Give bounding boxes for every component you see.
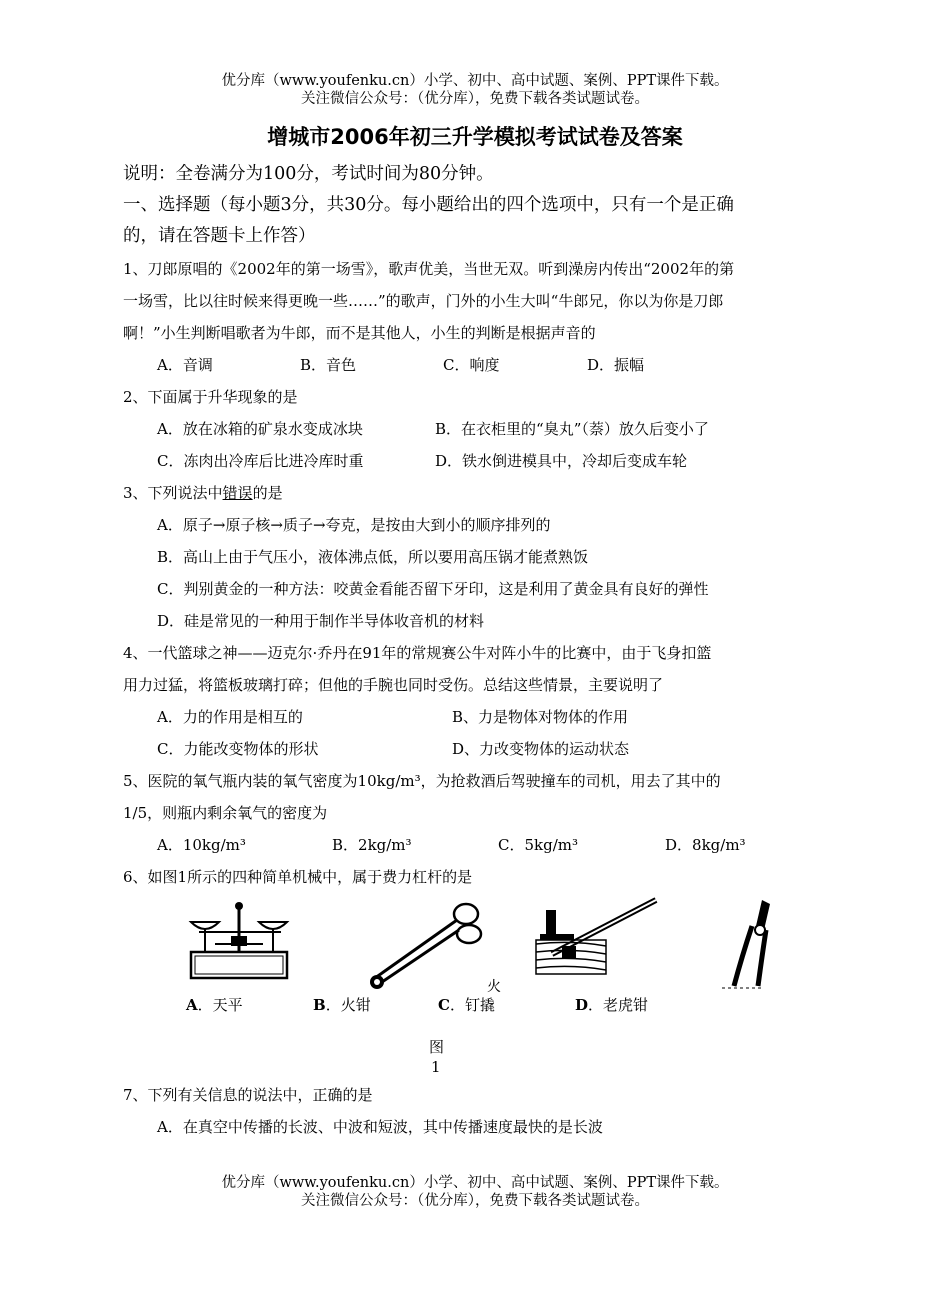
figure-label-c-letter: C [438,996,450,1014]
figure-label-d [575,994,648,1015]
q4-option-a: A．力的作用是相互的 [157,708,303,726]
q5-line-2: 1/5，则瓶内剩余氧气的密度为 [123,804,328,822]
q1-option-d: D．振幅 [587,356,645,374]
figure-caption-2: 1 [431,1058,441,1076]
q2-option-a: A．放在冰箱的矿泉水变成冰块 [157,420,363,438]
figure-label-c-text: ．钉撬 [449,996,495,1014]
figure-label-c [438,994,495,1015]
figure-label-a-letter: A [186,996,198,1014]
q3-option-b: B．高山上由于气压小，液体沸点低，所以要用高压锅才能煮熟饭 [157,548,589,566]
figure-label-d-letter: D [575,996,589,1014]
q5-line-1: 5、医院的氧气瓶内装的氧气密度为10kg/m³，为抢救酒后驾驶撞车的司机，用去了其中的 [123,772,721,790]
q7-option-a: A．在真空中传播的长波、中波和短波，其中传播速度最快的是长波 [157,1118,603,1136]
q1-line-1: 1、刀郎原唱的《2002年的第一场雪》，歌声优美，当世无双。听到澡房内传出“2002年的第 [123,260,735,278]
figure-label-b-letter: B [313,996,326,1014]
q4-line-2: 用力过猛，将篮板玻璃打碎；但他的手腕也同时受伤。总结这些情景，主要说明了 [123,676,664,694]
q3-stem-suffix: 的是 [252,484,283,502]
pliers-figure [722,896,802,992]
q2-option-b: B．在衣柜里的“臭丸”（萘）放久后变小了 [435,420,709,438]
q3-stem [123,482,283,503]
figure-label-a-text: ．天平 [197,996,243,1014]
q4-line-1: 4、一代篮球之神——迈克尔·乔丹在91年的常规赛公牛对阵小牛的比赛中，由于飞身扣篮 [123,644,712,662]
q3-option-c: C．判别黄金的一种方法：咬黄金看能否留下牙印，这是利用了黄金具有良好的弹性 [157,580,709,598]
q3-option-a: A．原子→原子核→质子→夸克，是按由大到小的顺序排列的 [157,516,551,534]
q4-option-d: D、力改变物体的运动状态 [452,740,630,758]
q1-line-3: 啊！”小生判断唱歌者为牛郎，而不是其他人，小生的判断是根据声音的 [123,324,596,342]
figure-label-d-text: ．老虎钳 [588,996,649,1014]
footer-line-2: 关注微信公众号：（优分库），免费下载各类试题试卷。 [301,1193,649,1209]
q5-option-b: B．2kg/m³ [332,836,412,854]
section-1-line-2: 的，请在答题卡上作答） [123,226,316,246]
page-title: 增城市2006年初三升学模拟考试试卷及答案 [267,125,683,149]
section-1-line-1: 一、选择题（每小题3分，共30分。每小题给出的四个选项中，只有一个是正确 [123,195,734,215]
figure-label-b [313,994,371,1015]
q5-option-c: C．5kg/m³ [498,836,579,854]
q1-option-a: A．音调 [157,356,213,374]
q3-option-d: D．硅是常见的一种用于制作半导体收音机的材料 [157,612,485,630]
exam-note: 说明：全卷满分为100分，考试时间为80分钟。 [123,164,494,184]
q7-stem: 7、下列有关信息的说法中，正确的是 [123,1086,373,1104]
q3-stem-underlined: 错误 [222,484,253,502]
q5-option-a: A．10kg/m³ [157,836,246,854]
footer-line-1: 优分库（www.youfenku.cn）小学、初中、高中试题、案例、PPT课件下载。 [221,1175,729,1191]
header-line-2: 关注微信公众号：（优分库），免费下载各类试题试卷。 [301,91,649,107]
nail-claw-figure [532,896,662,978]
q6-stem: 6、如图1所示的四种简单机械中，属于费力杠杆的是 [123,868,473,886]
balance-scale-figure [185,896,295,984]
header-line-1: 优分库（www.youfenku.cn）小学、初中、高中试题、案例、PPT课件下载。 [221,73,729,89]
q1-option-b: B．音色 [300,356,357,374]
q2-stem: 2、下面属于升华现象的是 [123,388,298,406]
q3-stem-prefix: 3、下列说法中 [123,484,223,502]
q1-line-2: 一场雪，比以往时候来得更晚一些……”的歌声，门外的小生大叫“牛郎兄，你以为你是刀郎 [123,292,724,310]
q1-option-c: C．响度 [443,356,500,374]
q5-option-d: D．8kg/m³ [665,836,746,854]
q2-option-d: D．铁水倒进模具中，冷却后变成车轮 [435,452,688,470]
figure-label-b-text: ．火钳 [325,996,371,1014]
q2-option-c: C．冻肉出冷库后比进冷库时重 [157,452,364,470]
q4-option-b: B、力是物体对物体的作用 [452,708,629,726]
figure-stray-char: 火 [487,979,501,995]
figure-label-a [186,994,243,1015]
fire-tongs-figure [365,900,485,992]
q4-option-c: C．力能改变物体的形状 [157,740,319,758]
figure-caption-1: 图 [429,1038,445,1056]
